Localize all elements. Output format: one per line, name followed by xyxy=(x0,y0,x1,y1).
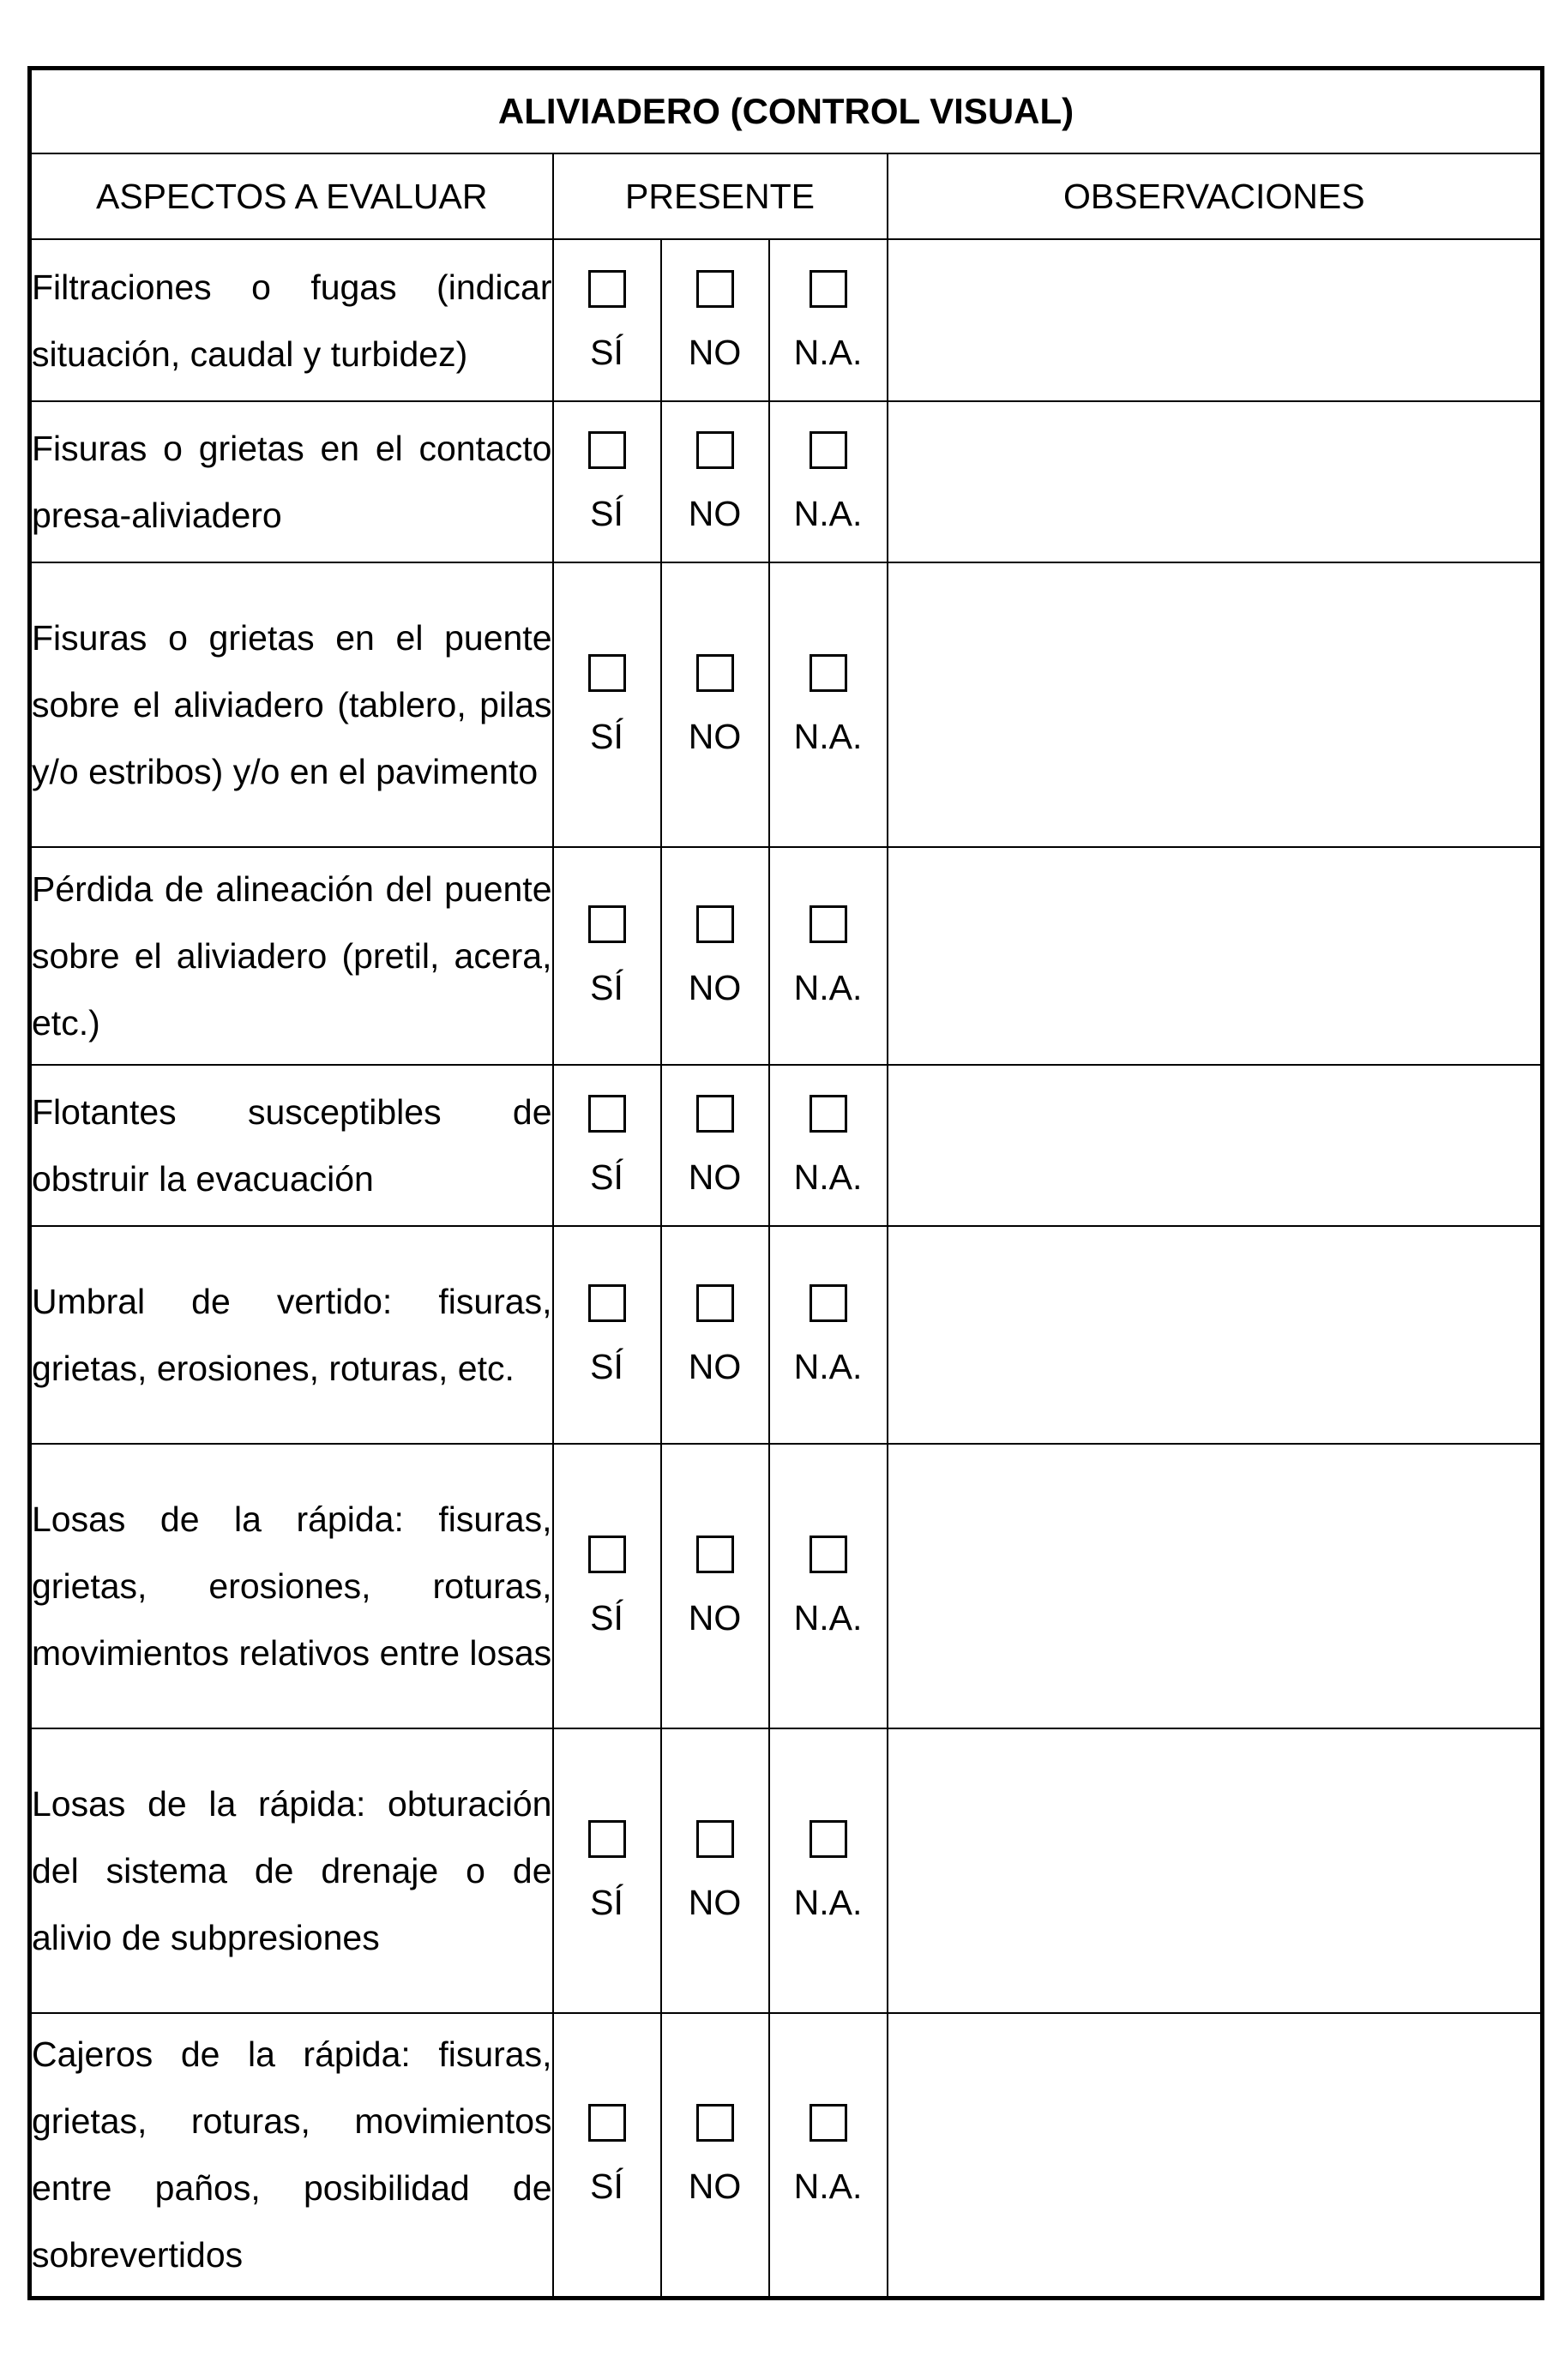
option-label-si: SÍ xyxy=(590,717,623,756)
option-si xyxy=(554,1536,660,1637)
option-label-na: N.A. xyxy=(793,2167,863,2207)
option-cell-si xyxy=(553,1226,661,1444)
table-row xyxy=(30,1444,1543,1728)
option-label-si: SÍ xyxy=(590,2167,623,2207)
observations-field[interactable] xyxy=(888,1065,1543,1226)
aspect-cell xyxy=(30,1728,553,2013)
option-na xyxy=(770,2104,887,2205)
option-na xyxy=(770,654,887,755)
option-cell-na xyxy=(769,239,888,401)
option-label-si: SÍ xyxy=(590,332,623,372)
checkbox-no[interactable] xyxy=(696,1536,734,1573)
option-cell-no xyxy=(661,1226,769,1444)
aspect-text: Losas de la rápida: obturación del sistema de drenaje o de alivio de subpresiones xyxy=(32,1784,552,1957)
option-si xyxy=(554,2104,660,2205)
option-cell-no xyxy=(661,401,769,562)
option-label-si: SÍ xyxy=(590,1157,623,1197)
option-label-no: NO xyxy=(688,494,742,533)
option-si xyxy=(554,905,660,1007)
option-cell-si xyxy=(553,2013,661,2298)
option-cell-na xyxy=(769,1444,888,1728)
option-label-na: N.A. xyxy=(793,1157,863,1197)
option-cell-si xyxy=(553,1728,661,2013)
aspect-cell xyxy=(30,239,553,401)
checkbox-na[interactable] xyxy=(810,1536,847,1573)
option-cell-no xyxy=(661,1444,769,1728)
option-na xyxy=(770,1536,887,1637)
option-label-no: NO xyxy=(688,332,742,372)
observations-field[interactable] xyxy=(888,1728,1543,2013)
observations-field[interactable] xyxy=(888,1444,1543,1728)
aspect-cell xyxy=(30,1444,553,1728)
option-cell-no xyxy=(661,239,769,401)
table-row xyxy=(30,2013,1543,2298)
option-label-na: N.A. xyxy=(793,332,863,372)
aspect-text: Umbral de vertido: fisuras, grietas, erosiones, roturas, etc. xyxy=(32,1282,552,1388)
observations-field[interactable] xyxy=(888,401,1543,562)
option-no xyxy=(662,1095,768,1196)
checkbox-si[interactable] xyxy=(588,905,626,943)
aspect-text: Pérdida de alineación del puente sobre el aliviadero (pretil, acera, etc.) xyxy=(32,869,552,1043)
checkbox-no[interactable] xyxy=(696,2104,734,2142)
table-row xyxy=(30,239,1543,401)
option-cell-no xyxy=(661,1728,769,2013)
checkbox-si[interactable] xyxy=(588,1820,626,1858)
checkbox-si[interactable] xyxy=(588,1095,626,1133)
aspect-text: Losas de la rápida: fisuras, grietas, erosiones, roturas, movimientos relativos entre losas xyxy=(32,1500,552,1673)
option-no xyxy=(662,654,768,755)
observations-field[interactable] xyxy=(888,2013,1543,2298)
option-label-si: SÍ xyxy=(590,1883,623,1922)
table-row xyxy=(30,1226,1543,1444)
option-si xyxy=(554,1820,660,1921)
option-no xyxy=(662,1820,768,1921)
option-si xyxy=(554,654,660,755)
option-no xyxy=(662,1284,768,1385)
option-cell-si xyxy=(553,847,661,1065)
observations-field[interactable] xyxy=(888,847,1543,1065)
checkbox-na[interactable] xyxy=(810,2104,847,2142)
option-no xyxy=(662,905,768,1007)
checkbox-na[interactable] xyxy=(810,1820,847,1858)
header-aspects: ASPECTOS A EVALUAR xyxy=(30,153,553,239)
header-present: PRESENTE xyxy=(553,153,888,239)
option-si xyxy=(554,1095,660,1196)
option-label-no: NO xyxy=(688,1347,742,1386)
checkbox-no[interactable] xyxy=(696,654,734,692)
title-row xyxy=(30,69,1543,154)
checkbox-si[interactable] xyxy=(588,431,626,469)
checkbox-no[interactable] xyxy=(696,431,734,469)
aspect-text: Fisuras o grietas en el contacto presa-aliviadero xyxy=(32,429,552,535)
observations-field[interactable] xyxy=(888,1226,1543,1444)
option-no xyxy=(662,1536,768,1637)
aspect-text: Flotantes susceptibles de obstruir la evacuación xyxy=(32,1092,552,1199)
header-row xyxy=(30,153,1543,239)
option-label-si: SÍ xyxy=(590,968,623,1007)
option-no xyxy=(662,2104,768,2205)
aspect-cell xyxy=(30,1226,553,1444)
aspect-text: Cajeros de la rápida: fisuras, grietas, roturas, movimientos entre paños, posibilidad de sobrevertidos xyxy=(32,2034,552,2275)
option-na xyxy=(770,1284,887,1385)
option-cell-na xyxy=(769,847,888,1065)
checkbox-no[interactable] xyxy=(696,1095,734,1133)
option-cell-no xyxy=(661,847,769,1065)
option-label-si: SÍ xyxy=(590,494,623,533)
checkbox-na[interactable] xyxy=(810,654,847,692)
aspect-cell xyxy=(30,847,553,1065)
option-cell-na xyxy=(769,1728,888,2013)
option-no xyxy=(662,431,768,532)
option-label-na: N.A. xyxy=(793,1883,863,1922)
option-cell-si xyxy=(553,401,661,562)
aspect-cell xyxy=(30,2013,553,2298)
option-cell-na xyxy=(769,1065,888,1226)
aspect-cell xyxy=(30,562,553,847)
option-label-no: NO xyxy=(688,1157,742,1197)
option-label-na: N.A. xyxy=(793,968,863,1007)
option-si xyxy=(554,1284,660,1385)
header-observations: OBSERVACIONES xyxy=(888,153,1543,239)
option-label-na: N.A. xyxy=(793,1347,863,1386)
option-cell-na xyxy=(769,562,888,847)
checkbox-na[interactable] xyxy=(810,270,847,308)
option-cell-no xyxy=(661,562,769,847)
table-row xyxy=(30,847,1543,1065)
option-label-no: NO xyxy=(688,717,742,756)
checkbox-no[interactable] xyxy=(696,1284,734,1322)
option-label-no: NO xyxy=(688,1883,742,1922)
option-na xyxy=(770,1820,887,1921)
aspect-text: Filtraciones o fugas (indicar situación, caudal y turbidez) xyxy=(32,267,552,374)
option-cell-no xyxy=(661,2013,769,2298)
option-cell-si xyxy=(553,1444,661,1728)
option-label-na: N.A. xyxy=(793,494,863,533)
table-row xyxy=(30,1728,1543,2013)
table-row xyxy=(30,1065,1543,1226)
option-label-no: NO xyxy=(688,968,742,1007)
option-cell-na xyxy=(769,1226,888,1444)
option-label-si: SÍ xyxy=(590,1347,623,1386)
checkbox-si[interactable] xyxy=(588,2104,626,2142)
option-label-na: N.A. xyxy=(793,1598,863,1638)
option-label-na: N.A. xyxy=(793,717,863,756)
checkbox-na[interactable] xyxy=(810,431,847,469)
aspect-cell xyxy=(30,401,553,562)
checkbox-na[interactable] xyxy=(810,1284,847,1322)
table-row xyxy=(30,562,1543,847)
inspection-form-table xyxy=(27,66,1544,2300)
checkbox-si[interactable] xyxy=(588,1284,626,1322)
option-no xyxy=(662,270,768,371)
option-si xyxy=(554,431,660,532)
option-cell-no xyxy=(661,1065,769,1226)
table-row xyxy=(30,401,1543,562)
checkbox-no[interactable] xyxy=(696,905,734,943)
option-na xyxy=(770,431,887,532)
checkbox-na[interactable] xyxy=(810,1095,847,1133)
option-cell-na xyxy=(769,401,888,562)
observations-field[interactable] xyxy=(888,562,1543,847)
aspect-text: Fisuras o grietas en el puente sobre el aliviadero (tablero, pilas y/o estribos) y/o en el pavimento xyxy=(32,618,552,791)
option-label-no: NO xyxy=(688,1598,742,1638)
option-na xyxy=(770,1095,887,1196)
checkbox-si[interactable] xyxy=(588,654,626,692)
table-body xyxy=(30,239,1543,2298)
option-na xyxy=(770,270,887,371)
option-cell-si xyxy=(553,1065,661,1226)
checkbox-no[interactable] xyxy=(696,270,734,308)
option-si xyxy=(554,270,660,371)
option-na xyxy=(770,905,887,1007)
checkbox-no[interactable] xyxy=(696,1820,734,1858)
option-cell-si xyxy=(553,562,661,847)
checkbox-na[interactable] xyxy=(810,905,847,943)
option-label-no: NO xyxy=(688,2167,742,2207)
option-cell-si xyxy=(553,239,661,401)
table-title: ALIVIADERO (CONTROL VISUAL) xyxy=(30,69,1543,154)
checkbox-si[interactable] xyxy=(588,1536,626,1573)
option-label-si: SÍ xyxy=(590,1598,623,1638)
observations-field[interactable] xyxy=(888,239,1543,401)
option-cell-na xyxy=(769,2013,888,2298)
checkbox-si[interactable] xyxy=(588,270,626,308)
aspect-cell xyxy=(30,1065,553,1226)
